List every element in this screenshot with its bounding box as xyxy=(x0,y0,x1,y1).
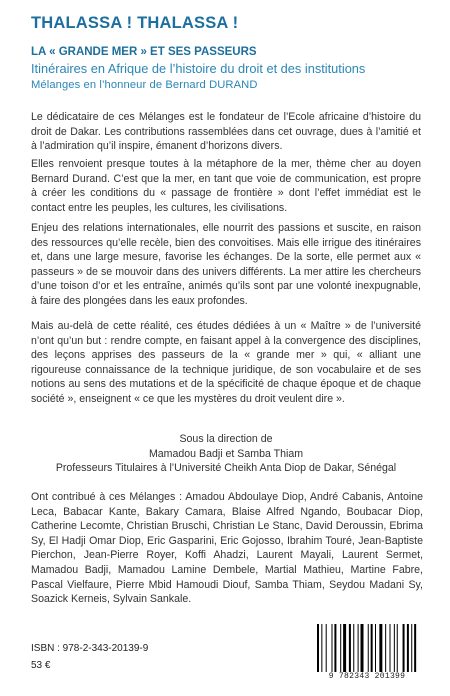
paragraph-international-relations: Enjeu des relations internationales, elle nourrit des passions et suscite, en raison des ressources qu’elle recèle, bien des convoitises. Mais elle irrigue des itinéraires et, dans une large mesure, favorise les échanges. De la sorte, elle permet aux « passeurs » de se mouvoir dans des univers différents. La mer attire les chercheurs d’une toison d’or et les entraîne, animés qu’ils sont par une volonté inexpugnable, à faire des plongées dans les eaux profondes. xyxy=(31,222,421,307)
barcode-digits: 9 782343 201399 xyxy=(313,672,421,681)
paragraph-purpose: Mais au-delà de cette réalité, ces études dédiées à un « Maître » de l’université n’ont qu’un but : rendre compte, en faisant appel à la convergence des disciplines, des leçons apprises des passeurs de la « grande mer » qui, « alliant une rigoureuse connaissance de la technique juridique, de son vocabulaire et de ses notions au sens des mutations et de la spécificité de chaque époque et de chaque société », enseignent « ce que les mystères du droit veulent dire ». xyxy=(31,320,421,405)
contributors-list: Ont contribué à ces Mélanges : Amadou Abdoulaye Diop, André Cabanis, Antoine Leca, Babacar Kante, Bakary Camara, Blaise Alfred Ngando, Boubacar Diop, Catherine Lecomte, Christian Bruschi, Christian Le Stanc, David Deroussin, Ebrima Sy, El Hadji Omar Diop, Eric Gasparini, Eric Gojosso, Ibrahim Touré, Jean-Baptiste Pierchon, Jean-Pierre Royer, Koffi Ahadzi, Laurent Mayali, Laurent Sermet, Mamadou Badji, Mamadou Lamine Dembele, Martial Mathieu, Martine Fabre, Pascal Vielfaure, Pierre Mbid Hamoudi Diouf, Samba Thiam, Seydou Madani Sy, Soazick Kerneis, Sylvain Sankale. xyxy=(31,491,423,606)
barcode-bar xyxy=(343,624,346,674)
barcode-bar xyxy=(349,624,351,674)
barcode-bar xyxy=(411,624,412,674)
editors-block xyxy=(31,432,421,476)
barcode-bar xyxy=(390,624,391,674)
editors-affiliation: Professeurs Titulaires à l’Université Cheikh Anta Diop de Dakar, Sénégal xyxy=(55,462,397,475)
barcode-bar xyxy=(379,624,382,674)
barcode-bar xyxy=(368,624,369,674)
price: 53 € xyxy=(31,660,51,671)
paragraph-dedication: Le dédicataire de ces Mélanges est le fondateur de l’Ecole africaine d’histoire du droit de Dakar. Les contributions rassemblées dans cet ouvrage, dues à l’amitié et à l’admiration qu’il inspire, émanent d’horizons divers. xyxy=(31,111,421,153)
barcode-bar xyxy=(371,624,373,674)
barcode-bar xyxy=(332,624,333,674)
barcode-bar xyxy=(340,624,341,674)
barcode-bar xyxy=(361,624,364,674)
barcode-bar xyxy=(358,624,359,674)
barcode-bar xyxy=(317,624,319,674)
barcode-bar xyxy=(394,624,395,674)
isbn: ISBN : 978-2-343-20139-9 xyxy=(31,643,149,654)
paragraph-sea-metaphor: Elles renvoient presque toutes à la métaphore de la mer, thème cher au doyen Bernard Durand. C’est que la mer, en tant que voie de communication, est propre à créer les conditions du « passage de frontière » dont l’effet immédiat est le contact entre les peuples, les cultures, les civilisations. xyxy=(31,158,421,214)
barcode-bar xyxy=(326,624,327,674)
barcode-bar xyxy=(403,624,405,674)
barcode-bar xyxy=(321,624,322,674)
barcode-bar xyxy=(397,624,398,674)
barcode-bar xyxy=(414,624,416,674)
barcode-bar xyxy=(407,624,409,674)
book-subtitle-2: Itinéraires en Afrique de l’histoire du droit et des institutions xyxy=(31,61,366,76)
barcode xyxy=(313,624,421,686)
editors-intro: Sous la direction de xyxy=(179,433,273,445)
barcode-bar xyxy=(334,624,336,674)
editors-names: Mamadou Badji et Samba Thiam xyxy=(148,447,304,460)
barcode-bar xyxy=(375,624,376,674)
barcode-bar xyxy=(385,624,386,674)
book-title: THALASSA ! THALASSA ! xyxy=(31,14,239,32)
barcode-bar xyxy=(353,624,354,674)
book-subtitle-3: Mélanges en l’honneur de Bernard DURAND xyxy=(31,79,258,91)
book-subtitle: LA « GRANDE MER » ET SES PASSEURS xyxy=(31,46,257,58)
